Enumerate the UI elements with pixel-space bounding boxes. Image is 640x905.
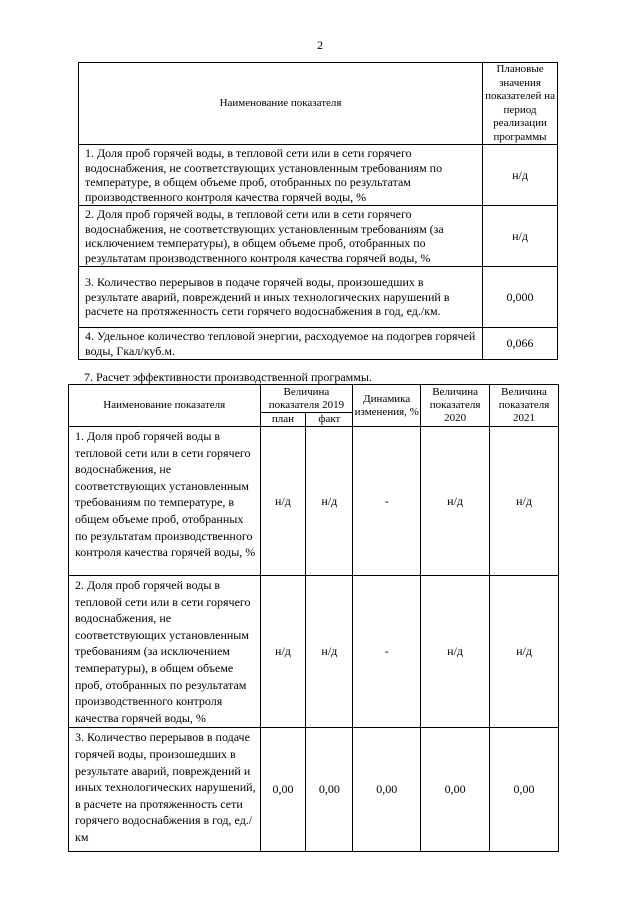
indicator-value: 0,000 <box>483 267 558 328</box>
header-dynamics: Динамика изменения, % <box>353 385 421 427</box>
dynamics-value: - <box>353 427 421 576</box>
header-value-2021: Величина показателя 2021 <box>490 385 559 427</box>
header-plan: план <box>260 413 306 427</box>
plan-value: 0,00 <box>260 728 306 852</box>
efficiency-table <box>68 384 559 852</box>
table-header-row <box>69 385 559 413</box>
indicator-name: 3. Количество перерывов в подаче горячей воды, произошедших в результате аварий, повреждений и иных технологических нарушений, в расчете на протяженность сети горячего водоснабжения в год, ед./км <box>69 728 261 852</box>
header-fact: факт <box>306 413 353 427</box>
indicator-value: н/д <box>483 206 558 267</box>
indicator-name: 3. Количество перерывов в подаче горячей воды, произошедших в результате аварий, повреждений и иных технологических нарушений в расчете на протяженность сети горячего водоснабжения в год, ед./км. <box>79 267 483 328</box>
header-indicator-name: Наименование показателя <box>69 385 261 427</box>
table-row <box>79 267 558 328</box>
dynamics-value: 0,00 <box>353 728 421 852</box>
table-row <box>79 328 558 360</box>
indicator-name: 2. Доля проб горячей воды, в тепловой сети или в сети горячего водоснабжения, не соответствующих установленным требованиям (за исключением температуры), в общем объеме проб, отобранных по результатам производственного контроля качества горячей воды, % <box>79 206 483 267</box>
value-2021: н/д <box>490 576 559 728</box>
indicator-value: н/д <box>483 145 558 206</box>
value-2020: 0,00 <box>421 728 490 852</box>
section-7-title: 7. Расчет эффективности производственной программы. <box>84 370 372 384</box>
page-number: 2 <box>317 38 323 52</box>
indicator-name: 2. Доля проб горячей воды в тепловой сети или в сети горячего водоснабжения, не соответствующих установленным требованиям (за исключением температуры), в общем объеме проб, отобранных по результатам производственного контроля качества горячей воды, % <box>69 576 261 728</box>
planned-indicators-table <box>78 62 558 360</box>
fact-value: 0,00 <box>306 728 353 852</box>
value-2020: н/д <box>421 576 490 728</box>
header-planned-values: Плановые значения показателей на период реализации программы <box>483 63 558 145</box>
plan-value: н/д <box>260 576 306 728</box>
indicator-value: 0,066 <box>483 328 558 360</box>
indicator-name: 1. Доля проб горячей воды в тепловой сети или в сети горячего водоснабжения, не соответствующих установленным требованиям по температуре, в общем объеме проб, отобранных по результатам производственного контроля качества горячей воды, % <box>69 427 261 576</box>
header-value-2020: Величина показателя 2020 <box>421 385 490 427</box>
indicator-name: 4. Удельное количество тепловой энергии, расходуемое на подогрев горячей воды, Гкал/куб.м. <box>79 328 483 360</box>
table-row <box>69 576 559 728</box>
fact-value: н/д <box>306 576 353 728</box>
header-value-2019: Величина показателя 2019 <box>260 385 353 413</box>
plan-value: н/д <box>260 427 306 576</box>
table-row <box>69 728 559 852</box>
table-row <box>79 145 558 206</box>
header-indicator-name: Наименование показателя <box>79 63 483 145</box>
value-2021: 0,00 <box>490 728 559 852</box>
dynamics-value: - <box>353 576 421 728</box>
fact-value: н/д <box>306 427 353 576</box>
table-row <box>79 206 558 267</box>
value-2021: н/д <box>490 427 559 576</box>
table-header-row <box>79 63 558 145</box>
value-2020: н/д <box>421 427 490 576</box>
table-row <box>69 427 559 576</box>
indicator-name: 1. Доля проб горячей воды, в тепловой сети или в сети горячего водоснабжения, не соответствующих установленным требованиям по температуре, в общем объеме проб, отобранных по результатам производственного контроля качества горячей воды, % <box>79 145 483 206</box>
